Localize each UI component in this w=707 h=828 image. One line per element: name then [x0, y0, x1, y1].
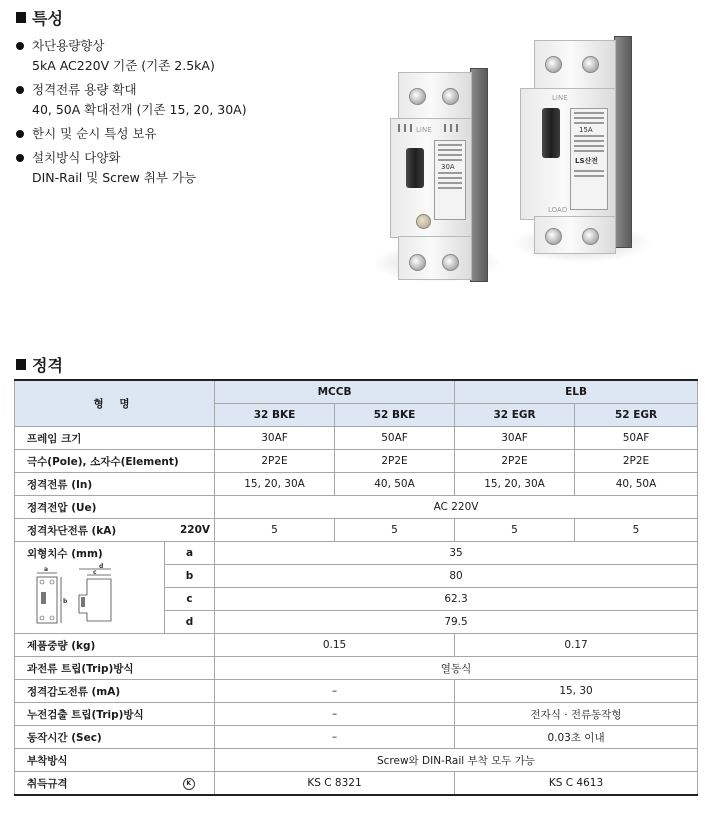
cell: 2P2E [335, 450, 455, 473]
product-photo [382, 28, 662, 298]
toggle-lever [406, 148, 424, 188]
cell: 0.03초 이내 [455, 726, 698, 749]
table-row [15, 542, 698, 565]
terminal-screw-icon [442, 254, 459, 271]
feature-item [16, 124, 346, 144]
load-etching: LOAD [548, 206, 568, 214]
cell: 0.15 [215, 634, 455, 657]
line-etching: LINE [416, 126, 432, 134]
breaker-side [614, 36, 632, 248]
cell: 50AF [335, 427, 455, 450]
cell: Screw와 DIN-Rail 부착 모두 가능 [215, 749, 698, 772]
table-row [15, 634, 698, 657]
bullet-icon [16, 86, 24, 94]
table-row [15, 749, 698, 772]
cell: KS C 4613 [455, 772, 698, 796]
dim-d-mark: d [99, 563, 104, 570]
terminal-screw-icon [409, 88, 426, 105]
vent-slot [450, 124, 452, 132]
bullet-icon [16, 42, 24, 50]
cell: 80 [215, 565, 698, 588]
cell: 5 [215, 519, 335, 542]
terminal-screw-icon [545, 228, 562, 245]
features-heading-text: 특성 [32, 9, 63, 28]
cell: 62.3 [215, 588, 698, 611]
cell: – [215, 703, 455, 726]
cell: 2P2E [455, 450, 575, 473]
row-label: 외형치수 (mm) [27, 548, 103, 560]
cell: 2P2E [575, 450, 698, 473]
row-label: 프레임 크기 [15, 427, 215, 450]
cell: 5 [575, 519, 698, 542]
cell: 15, 20, 30A [455, 473, 575, 496]
table-row [15, 657, 698, 680]
cell: 15, 20, 30A [215, 473, 335, 496]
vent-slot [404, 124, 406, 132]
row-label: 누전검출 트립(Trip)방식 [15, 703, 215, 726]
vent-slot [410, 124, 412, 132]
feature-title: 차단용량향상 [32, 38, 105, 53]
feature-detail: 5kA AC220V 기준 (기존 2.5kA) [32, 58, 215, 73]
cell: 5 [335, 519, 455, 542]
specs-heading-text: 정격 [32, 356, 63, 375]
table-row [15, 427, 698, 450]
feature-detail: 40, 50A 확대전개 (기존 15, 20, 30A) [32, 102, 247, 117]
table-row [15, 772, 698, 796]
table-header-row [15, 380, 698, 404]
vent-slot [444, 124, 446, 132]
table-row [15, 726, 698, 749]
model-header-32egr: 32 EGR [455, 404, 575, 427]
square-bullet-icon [16, 359, 26, 370]
bullet-icon [16, 130, 24, 138]
terminal-screw-icon [545, 56, 562, 73]
cell: 열동식 [215, 657, 698, 680]
terminal-screw-icon [409, 254, 426, 271]
cell: 2P2E [215, 450, 335, 473]
dimension-diagram [27, 563, 127, 629]
table-row [15, 519, 698, 542]
rating-text: 30A [441, 163, 455, 171]
brand-logo: LS산전 [575, 157, 599, 165]
specs-heading [16, 353, 63, 376]
dimension-key: a [165, 542, 215, 565]
group-header-elb: ELB [455, 380, 698, 404]
row-label: 정격전류 (In) [15, 473, 215, 496]
cell: 전자식 · 전류동작형 [455, 703, 698, 726]
model-header-52egr: 52 EGR [575, 404, 698, 427]
dimension-key: b [165, 565, 215, 588]
model-header-32bke: 32 BKE [215, 404, 335, 427]
feature-detail: DIN-Rail 및 Screw 취부 가능 [32, 170, 197, 185]
cell: 5 [455, 519, 575, 542]
square-bullet-icon [16, 12, 26, 23]
cell: 40, 50A [335, 473, 455, 496]
table-row [15, 473, 698, 496]
dimension-key: c [165, 588, 215, 611]
features-heading [16, 6, 63, 29]
cell: 50AF [575, 427, 698, 450]
row-label: 부착방식 [15, 749, 215, 772]
row-label: 제품중량 (kg) [15, 634, 215, 657]
cell: 79.5 [215, 611, 698, 634]
rating-text: 15A [579, 126, 593, 134]
rating-label [570, 108, 608, 210]
toggle-lever [542, 108, 560, 158]
feature-title: 정격전류 용량 확대 [32, 82, 137, 97]
row-label: 동작시간 (Sec) [15, 726, 215, 749]
terminal-screw-icon [582, 56, 599, 73]
cell: AC 220V [215, 496, 698, 519]
breaker-side [470, 68, 488, 282]
table-row [15, 450, 698, 473]
cell: KS C 8321 [215, 772, 455, 796]
bullet-icon [16, 154, 24, 162]
cell: 40, 50A [575, 473, 698, 496]
features-list [16, 36, 346, 192]
group-header-mccb: MCCB [215, 380, 455, 404]
table-row [15, 496, 698, 519]
cell: – [215, 680, 455, 703]
row-label: 정격감도전류 (mA) [15, 680, 215, 703]
feature-title: 한시 및 순시 특성 보유 [32, 126, 157, 141]
row-label: 극수(Pole), 소자수(Element) [15, 450, 215, 473]
rating-label [434, 140, 466, 220]
feature-item [16, 148, 346, 188]
row-label: 정격전압 (Ue) [15, 496, 215, 519]
terminal-screw-icon [442, 88, 459, 105]
cell: 30AF [215, 427, 335, 450]
table-row [15, 680, 698, 703]
model-header-52bke: 52 BKE [335, 404, 455, 427]
row-label: 과전류 트립(Trip)방식 [15, 657, 215, 680]
model-header: 형 명 [15, 380, 215, 427]
dimension-key: d [165, 611, 215, 634]
feature-item [16, 36, 346, 76]
dim-c-mark: c [93, 569, 97, 576]
test-button-icon [416, 214, 431, 229]
cell: 0.17 [455, 634, 698, 657]
dim-b-mark: b [63, 598, 68, 605]
vent-slot [456, 124, 458, 132]
feature-item [16, 80, 346, 120]
vent-slot [398, 124, 400, 132]
spec-table [14, 379, 698, 796]
dim-a-mark: a [44, 566, 49, 573]
cell: 35 [215, 542, 698, 565]
feature-title: 설치방식 다양화 [32, 150, 121, 165]
row-label: 취득규격 [15, 772, 165, 796]
terminal-screw-icon [582, 228, 599, 245]
row-label: 정격차단전류 (kA) [15, 519, 165, 542]
row-note: 220V [165, 519, 215, 542]
cell: 15, 30 [455, 680, 698, 703]
line-etching: LINE [552, 94, 568, 102]
table-row [15, 703, 698, 726]
ks-cert-icon: K [183, 778, 195, 790]
cert-cell [165, 772, 215, 796]
cell: – [215, 726, 455, 749]
dimension-cell [15, 542, 165, 634]
cell: 30AF [455, 427, 575, 450]
